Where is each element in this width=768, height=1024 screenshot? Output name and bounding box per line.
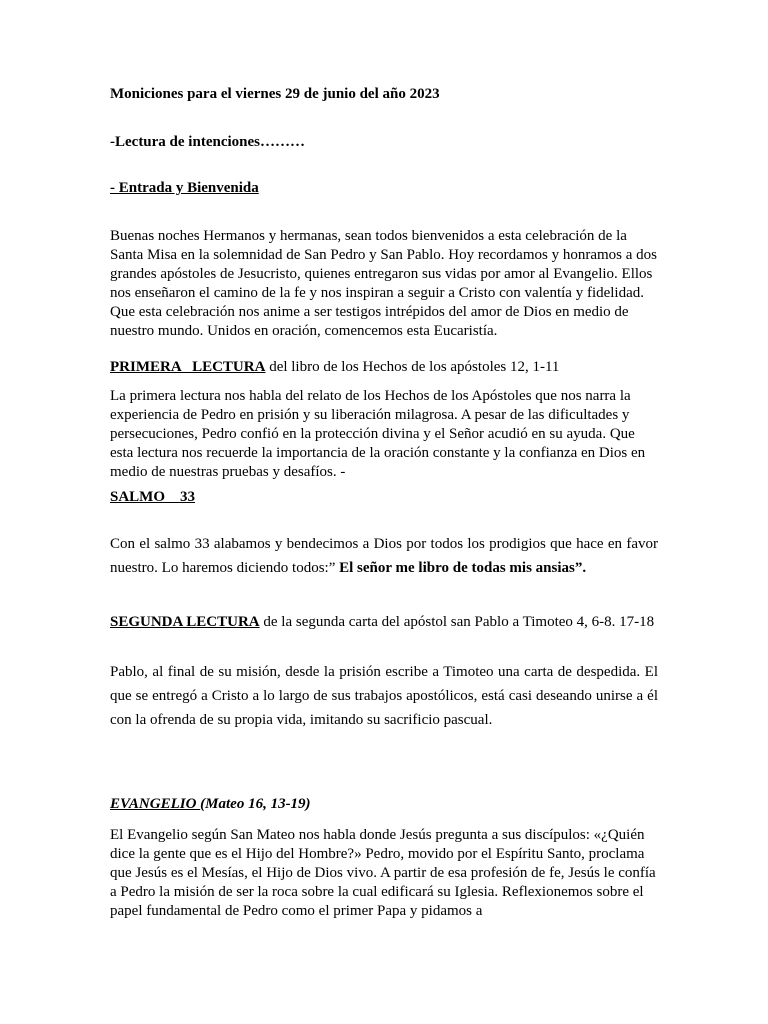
evangelio-heading: EVANGELIO [110, 796, 201, 812]
salmo-text: Con el salmo 33 alabamos y bendecimos a Dios por todos los prodigios que hace en favor nuestro. Lo haremos diciendo todos:” [110, 536, 658, 576]
intenciones-line: -Lectura de intenciones……… [110, 134, 305, 150]
salmo-heading: SALMO 33 [110, 489, 196, 505]
salmo-response: El señor me libro de todas mis ansias”. [335, 560, 587, 576]
segunda-lectura-paragraph: Pablo, al final de su misión, desde la prisión escribe a Timoteo una carta de despedida. El que se entregó a Cristo a lo largo de sus trabajos apostólicos, está casi deseando unirse a él con la ofrenda de su propia vida, imitando su sacrificio pascual. [110, 664, 658, 728]
document-title: Moniciones para el viernes 29 de junio del año 2023 [110, 86, 440, 102]
entrada-paragraph: Buenas noches Hermanos y hermanas, sean todos bienvenidos a esta celebración de la Santa Misa en la solemnidad de San Pedro y San Pablo. Hoy recordamos y honramos a dos grandes apóstoles de Jesucristo, quienes entregaron sus vidas por amor al Evangelio. Ellos nos enseñaron el camino de la fe y nos inspiran a seguir a Cristo con valentía y fidelidad. Que esta celebración nos anime a ser testigos intrépidos del amor de Dios en medio de nuestro mundo. Unidos en oración, comencemos esta Eucaristía. [110, 228, 657, 339]
segunda-lectura-line [110, 610, 658, 634]
primera-lectura-reference: del libro de los Hechos de los apóstoles 12, 1-11 [265, 359, 560, 375]
entrada-heading: - Entrada y Bienvenida [110, 180, 259, 196]
salmo-paragraph [110, 532, 658, 580]
evangelio-reference: (Mateo 16, 13-19) [200, 796, 311, 812]
primera-lectura-paragraph: La primera lectura nos habla del relato de los Hechos de los Apóstoles que nos narra la experiencia de Pedro en prisión y su liberación milagrosa. A pesar de las dificultades y persecuciones, Pedro confió en la protección divina y el Señor acudió en su ayuda. Que esta lectura nos recuerde la importancia de la oración constante y la confianza en Dios en medio de nuestras pruebas y desafíos. - [110, 388, 646, 480]
primera-lectura-line [110, 359, 658, 376]
primera-lectura-heading: PRIMERA LECTURA [110, 359, 266, 375]
evangelio-paragraph: El Evangelio según San Mateo nos habla donde Jesús pregunta a sus discípulos: «¿Quién dice la gente que es el Hijo del Hombre?» Pedro, movido por el Espíritu Santo, proclama que Jesús es el Mesías, el Hijo de Dios vivo. A partir de esa profesión de fe, Jesús le confía a Pedro la misión de ser la roca sobre la cual edificará su Iglesia. Reflexionemos sobre el papel fundamental de Pedro como el primer Papa y pidamos a [110, 827, 656, 919]
evangelio-line [110, 796, 658, 813]
segunda-lectura-heading: SEGUNDA LECTURA [110, 614, 260, 630]
segunda-lectura-reference: de la segunda carta del apóstol san Pablo a Timoteo 4, 6-8. 17-18 [259, 614, 655, 630]
